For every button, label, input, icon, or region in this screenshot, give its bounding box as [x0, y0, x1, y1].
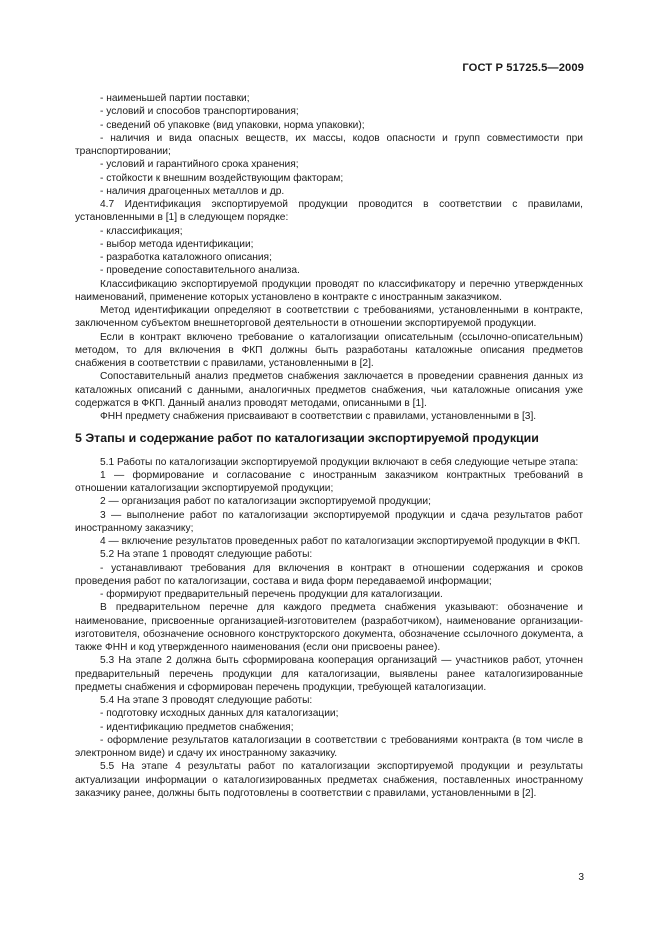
list-item: - условий и способов транспортирования;: [100, 106, 299, 118]
list-item: - сведений об упаковке (вид упаковки, норма упаковки);: [100, 119, 365, 131]
list-item: - наличия драгоценных металлов и др.: [100, 185, 285, 197]
list-item: - выбор метода идентификации;: [100, 238, 254, 250]
stage-item: 1 — формирование и согласование с иностранным заказчиком контрактных требований в отношении каталогизации экспортируемой продукции;: [75, 469, 583, 494]
stage-item: 3 — выполнение работ по каталогизации экспортируемой продукции и сдача результатов работ иностранному заказчику;: [75, 509, 583, 534]
paragraph-comparison: Сопоставительный анализ предметов снабжения заключается в проведении сравнения данных из каталожных описаний с данными, аналогичных предметов снабжения, чьи каталожные описания уже содержатся в ФКП. Данный анализ проводят методами, описанными в [1].: [75, 371, 583, 409]
standard-number: ГОСТ Р 51725.5—2009: [462, 62, 584, 74]
paragraph-4-7: 4.7 Идентификация экспортируемой продукции проводится в соответствии с правилами, установленными в [1] в следующем порядке:: [75, 199, 583, 224]
paragraph-method: Метод идентификации определяют в соответствии с требованиями, установленными в контракте, заключенном субъектом внешнеторговой деятельности в отношении экспортируемой продукции.: [75, 305, 583, 330]
list-item: - стойкости к внешним воздействующим факторам;: [100, 172, 344, 184]
list-item: - наименьшей партии поставки;: [100, 93, 250, 104]
paragraph-fnn: ФНН предмету снабжения присваивают в соответствии с правилами, установленными в [3].: [100, 411, 537, 422]
list-item: - разработка каталожного описания;: [100, 252, 272, 263]
list-item: - наличия и вида опасных веществ, их массы, кодов опасности и групп совместимости при транспортировании;: [75, 132, 583, 157]
page-number: 3: [578, 872, 584, 883]
paragraph-5-2: 5.2 На этапе 1 проводят следующие работы:: [100, 549, 313, 561]
list-item: - оформление результатов каталогизации в соответствии с требованиями контракта (в том числе в электронном виде) и сдачу их иностранному заказчику.: [75, 734, 583, 759]
list-item: - формируют предварительный перечень продукции для каталогизации.: [100, 589, 443, 600]
list-item: - идентификацию предметов снабжения;: [100, 721, 294, 733]
list-item: - классификация;: [100, 225, 183, 237]
paragraph-preliminary-list: В предварительном перечне для каждого предмета снабжения указывают: обозначение и наименование, присвоенные организацией-изготовителем (разработчиком), наименование организации-изготовителя, обозначение основного конструкторского документа, обозначение ссылочного документа, а также ФНН и код утвержденного наименования (если они присвоены ранее).: [75, 602, 583, 653]
list-item: - подготовку исходных данных для каталогизации;: [100, 708, 339, 720]
document-body: [75, 92, 583, 800]
paragraph-5-5: 5.5 На этапе 4 результаты работ по каталогизации экспортируемой продукции и результаты актуализации информации о каталогизированных предметах снабжения, поставленных иностранному заказчику ранее, должны быть подготовлены в соответствии с правилами, установленными в [2].: [75, 761, 583, 799]
paragraph-5-3: 5.3 На этапе 2 должна быть сформирована кооперация организаций — участников работ, уточнен предварительный перечень продукции для каталогизации, выявлены ранее каталогизированные предметы снабжения и сформирован перечень продукции, требующей каталогизации.: [75, 655, 583, 693]
paragraph-classification: Классификацию экспортируемой продукции проводят по классификатору и перечню утвержденных наименований, применение которых установлено в контракте с иностранным заказчиком.: [75, 278, 583, 303]
list-item: - проведение сопоставительного анализа.: [100, 265, 300, 277]
paragraph-5-1: 5.1 Работы по каталогизации экспортируемой продукции включают в себя следующие четыре этапа:: [100, 456, 579, 468]
stage-item: 4 — включение результатов проведенных работ по каталогизации экспортируемой продукции в ФКП.: [100, 536, 581, 547]
paragraph-5-4: 5.4 На этапе 3 проводят следующие работы:: [100, 695, 313, 706]
section-5-heading: 5 Этапы и содержание работ по каталогизации экспортируемой продукции: [75, 431, 539, 446]
stage-item: 2 — организация работ по каталогизации экспортируемой продукции;: [100, 496, 431, 508]
list-item: - условий и гарантийного срока хранения;: [100, 159, 299, 171]
paragraph-contract: Если в контракт включено требование о каталогизации описательным (ссылочно-описательным) методом, то для включения в ФКП должны быть разработаны каталожные описания предметов снабжения в соответствии с правилами, установленными в [2].: [75, 331, 583, 369]
list-item: - устанавливают требования для включения в контракт в отношении содержания и сроков проведения работ по каталогизации, состава и вида форм передаваемой информации;: [75, 562, 583, 587]
